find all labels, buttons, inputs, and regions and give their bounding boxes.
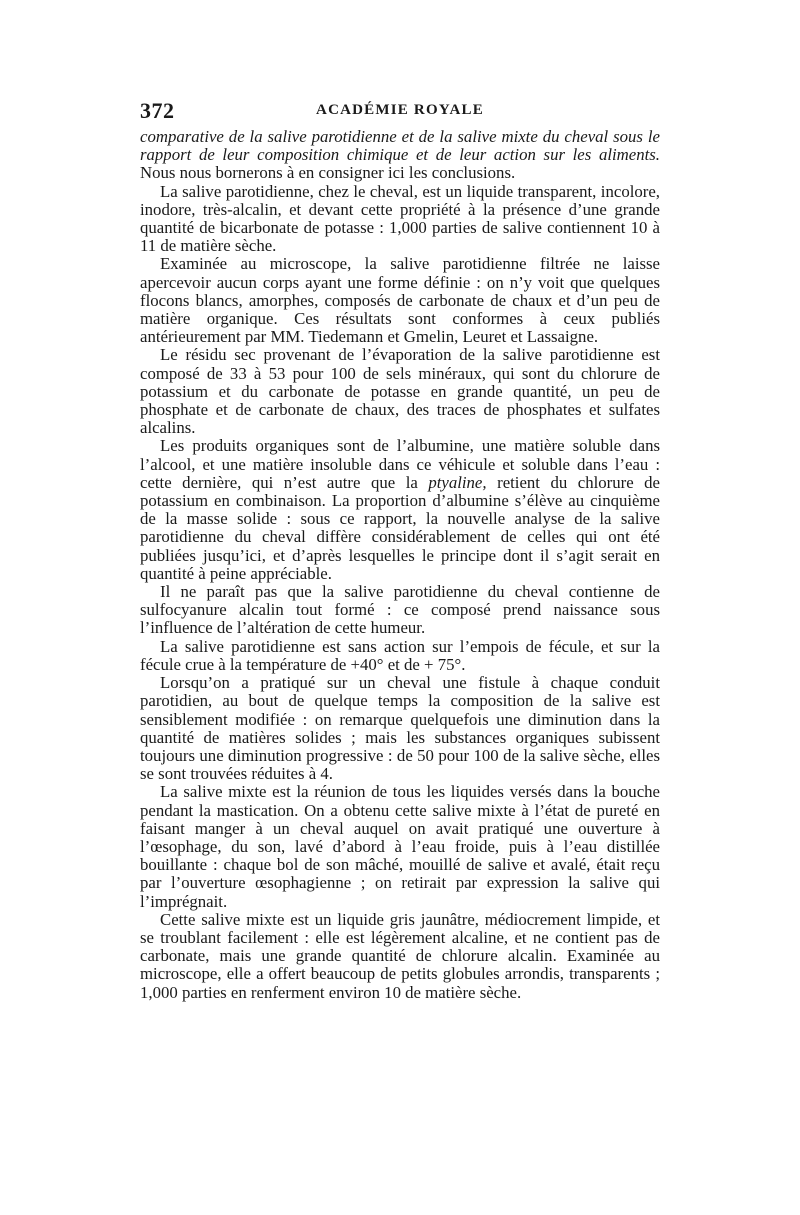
paragraph-1 [140,128,660,183]
paragraph-1-italic: comparative de la salive parotidienne et de la salive mixte du cheval sous le rapport de leur composition chimique et de leur action sur les aliments. [140,127,660,165]
paragraph-8: Lorsqu’on a pratiqué sur un cheval une fistule à chaque conduit parotidien, au bout de quelque temps la composition de la salive est sensiblement modifiée : on remarque quelquefois une diminution dans la quantité de matières solides ; mais les substances organiques subissent toujours une diminution progressive : de 50 pour 100 de la salive sèche, elles se sont trouvées réduites à 4. [140,673,660,784]
paragraph-5 [140,437,660,583]
paragraph-10: Cette salive mixte est un liquide gris jaunâtre, médiocrement limpide, et se troublant facilement : elle est légèrement alcaline, et ne contient pas de carbonate, mais une grande quantité de chlorure alcalin. Examinée au microscope, elle a offert beaucoup de petits globules arrondis, transparents ; 1,000 parties en renferment environ 10 de matière sèche. [140,909,660,1002]
running-head: ACADÉMIE ROYALE [316,102,484,118]
page-number: 372 [140,98,175,123]
paragraph-7: La salive parotidienne est sans action sur l’empois de fécule, et sur la fécule crue à la température de +40° et de + 75°. [140,636,660,674]
paragraph-9: La salive mixte est la réunion de tous les liquides versés dans la bouche pendant la mastication. On a obtenu cette salive mixte à l’état de pureté en faisant manger à un cheval auquel on avait pratiqué une ouverture à l’œsophage, du son, lavé d’abord à l’eau froide, puis à l’eau distillée bouillante : chaque bol de son mâché, mouillé de salive et avalé, était reçu par l’ouverture œsophagienne ; on retirait par expression la salive qui l’imprégnait. [140,782,660,911]
paragraph-6: Il ne paraît pas que la salive parotidienne du cheval contienne de sulfocyanure alcalin tout formé : ce composé prend naissance sous l’influence de l’altération de cette humeur. [140,582,660,638]
paragraph-1-text: Nous nous bornerons à en consigner ici les conclusions. [140,163,516,183]
paragraph-5-italic: ptyaline, [428,472,487,492]
paragraph-5-text: Les produits organiques sont de l’albumine, une matière soluble dans l’alcool, et une matière insoluble dans ce véhicule et soluble dans l’eau : cette dernière, qui n’est autre que la [140,436,660,492]
paragraph-4: Le résidu sec provenant de l’évaporation de la salive parotidienne est composé de 33 à 53 pour 100 de sels minéraux, qui sont du chlorure de potassium et du carbonate de potasse en grande quantité, un peu de phosphate et de carbonate de chaux, des traces de phosphates et sulfates alcalins. [140,345,660,438]
page-header [140,98,660,128]
paragraph-3: Examinée au microscope, la salive parotidienne filtrée ne laisse apercevoir aucun corps ayant une forme définie : on n’y voit que quelques flocons blancs, amorphes, composés de carbonate de chaux et d’un peu de matière organique. Ces résultats sont conformes à ceux publiés antérieurement par MM. Tiedemann et Gmelin, Leuret et Lassaigne. [140,254,660,347]
paragraph-5-text-cont: retient du chlorure de potassium en combinaison. La proportion d’albumine s’élève au cinquième de la masse solide : sous ce rapport, la nouvelle analyse de la salive parotidienne du cheval diffère considérablement de celles qui ont été publiées jusqu’ici, et d’après lesquelles le principe dont il s’agit serait en quantité à peine appréciable. [140,472,661,583]
paragraph-2: La salive parotidienne, chez le cheval, est un liquide transparent, incolore, inodore, très-alcalin, et devant cette propriété à la présence d’une grande quantité de bicarbonate de potasse : 1,000 parties de salive contiennent 10 à 11 de matière sèche. [140,181,660,256]
body-text [140,128,660,1002]
